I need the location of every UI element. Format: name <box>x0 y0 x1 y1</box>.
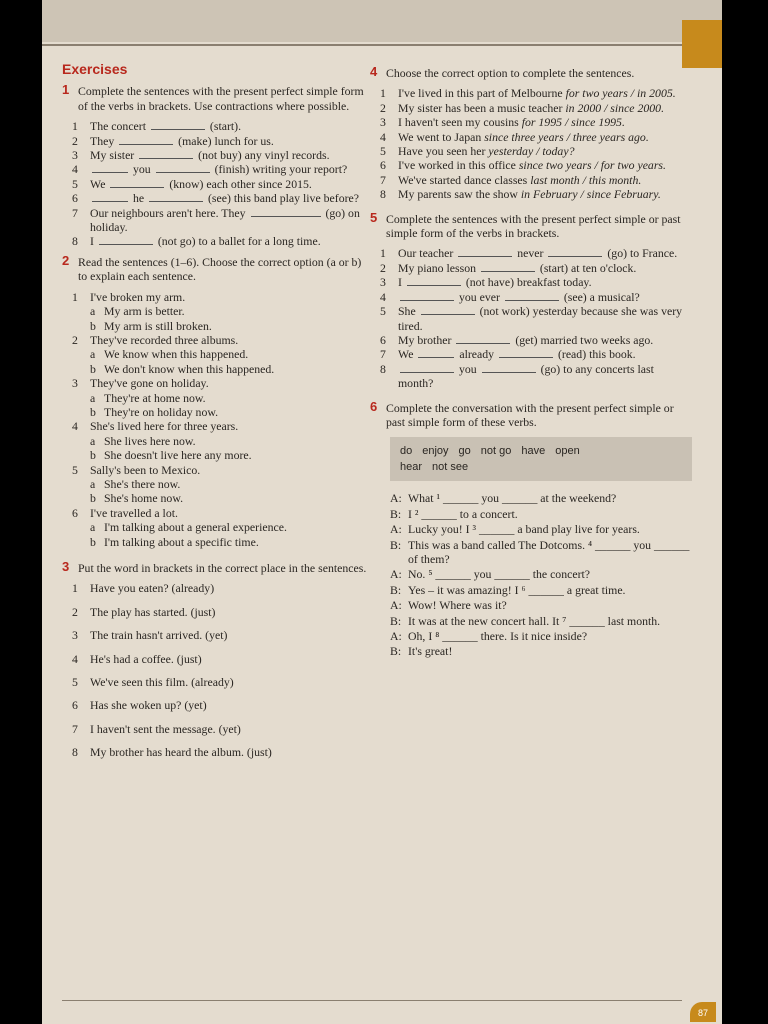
option-b: b My arm is still broken. <box>90 318 212 333</box>
option-a: a We know when this happened. <box>90 347 249 362</box>
exercise-instruction: Complete the sentences with the present perfect simple form of the verbs in brackets. Use contractions where possible. <box>78 84 364 113</box>
exercise-6-heading <box>370 398 692 430</box>
exercise-number: 1 <box>62 82 70 98</box>
dialogue-line: A: What ¹ ______ you ______ at the weekend? <box>390 491 617 506</box>
list-item: 4 We went to Japan since three years / three years ago. <box>380 129 649 144</box>
exercise-instruction: Read the sentences (1–6). Choose the correct option (a or b) to explain each sentence. <box>78 254 362 284</box>
list-item: 7 I haven't sent the message. (yet) <box>72 721 241 736</box>
right-column <box>370 62 692 660</box>
list-item: 7 We already (read) this book. <box>380 347 636 362</box>
exercise-number: 4 <box>370 64 378 79</box>
list-item: 5 Sally's been to Mexico. <box>72 462 201 477</box>
exercise-number: 6 <box>370 398 378 414</box>
list-item: 2 They've recorded three albums. <box>72 332 239 347</box>
list-item: 6 Has she woken up? (yet) <box>72 698 207 713</box>
dialogue-line: A: Oh, I ⁸ ______ there. Is it nice inside? <box>390 629 588 643</box>
list-item: 8 you (go) to any concerts last month? <box>380 361 654 391</box>
list-item: 4 you (finish) writing your report? <box>72 162 348 177</box>
list-item: 5 She (not work) yesterday because she was very tired. <box>380 304 683 333</box>
option-a: a They're at home now. <box>90 390 206 405</box>
list-item: 2 The play has started. (just) <box>72 604 216 619</box>
dialogue-line: A: No. ⁵ ______ you ______ the concert? <box>390 567 591 582</box>
list-item: 7 We've started dance classes last month / this month. <box>380 172 642 187</box>
exercise-5-heading <box>370 209 692 241</box>
dialogue-line: A: Lucky you! I ³ ______ a band play live for years. <box>390 522 640 537</box>
list-item: 2 They (make) lunch for us. <box>72 133 274 148</box>
dialogue-line: B: Yes – it was amazing! I ⁶ ______ a great time. <box>390 582 626 597</box>
option-b: b They're on holiday now. <box>90 404 219 419</box>
exercise-3-items <box>62 581 368 759</box>
option-b: b She's home now. <box>90 491 184 506</box>
exercise-instruction: Choose the correct option to complete the sentences. <box>386 66 635 80</box>
top-band <box>42 0 722 42</box>
option-a: a My arm is better. <box>90 304 185 319</box>
exercise-5-items <box>370 246 692 390</box>
list-item: 3 I haven't seen my cousins for 1995 / since 1995. <box>380 115 625 130</box>
list-item: 4 She's lived here for three years. <box>72 419 239 434</box>
list-item: 1 I've broken my arm. <box>72 289 186 304</box>
list-item: 7 Our neighbours aren't here. They (go) on holiday. <box>72 205 360 235</box>
textbook-page <box>42 0 722 1024</box>
list-item: 4 you ever (see) a musical? <box>380 289 640 304</box>
exercise-2-heading <box>62 252 368 284</box>
list-item: 1 The concert (start). <box>72 119 242 134</box>
exercises-title: Exercises <box>62 61 128 77</box>
list-item: 8 I (not go) to a ballet for a long time. <box>72 234 321 249</box>
list-item: 6 I've travelled a lot. <box>72 505 178 520</box>
exercise-number: 2 <box>62 252 70 268</box>
top-divider <box>42 44 722 46</box>
exercise-2-items <box>62 290 368 549</box>
exercise-4-heading <box>370 66 692 80</box>
exercise-instruction: Put the word in brackets in the correct place in the sentences. <box>78 561 367 575</box>
list-item: 5 We (know) each other since 2015. <box>72 176 312 191</box>
list-item: 2 My piano lesson (start) at ten o'clock. <box>380 260 637 275</box>
list-item: 3 I (not have) breakfast today. <box>380 275 592 290</box>
page-tab <box>682 20 722 68</box>
dialogue-line: B: I ² ______ to a concert. <box>390 506 518 521</box>
list-item: 5 Have you seen her yesterday / today? <box>380 144 575 159</box>
option-a: a I'm talking about a general experience. <box>90 520 287 535</box>
list-item: 6 he (see) this band play live before? <box>72 191 360 206</box>
list-item: 3 The train hasn't arrived. (yet) <box>72 628 228 643</box>
dialogue-line: B: This was a band called The Dotcoms. ⁴ ______ you ______ of them? <box>390 537 690 566</box>
list-item: 3 My sister (not buy) any vinyl records. <box>72 148 330 163</box>
option-b: b I'm talking about a specific time. <box>90 534 259 549</box>
list-item: 6 My brother (get) married two weeks ago. <box>380 332 654 347</box>
exercise-1-heading <box>62 84 368 113</box>
list-item: 8 My parents saw the show in February / since February. <box>380 187 661 202</box>
exercise-instruction: Complete the conversation with the present perfect simple or past simple form of these verbs. <box>386 400 674 429</box>
list-item: 2 My sister has been a music teacher in 2000 / since 2000. <box>380 100 665 115</box>
list-item: 5 We've seen this film. (already) <box>72 675 234 690</box>
exercise-1-items <box>62 119 368 249</box>
exercise-number: 3 <box>62 559 70 574</box>
exercise-4-items <box>370 86 692 201</box>
page-number: 87 <box>690 1002 716 1022</box>
exercise-instruction: Complete the sentences with the present perfect simple or past simple form of the verbs in brackets. <box>386 211 681 241</box>
list-item: 1 I've lived in this part of Melbourne for two years / in 2005. <box>380 86 676 101</box>
option-a: a She's there now. <box>90 476 181 491</box>
list-item: 4 He's had a coffee. (just) <box>72 651 202 666</box>
list-item: 1 Have you eaten? (already) <box>72 581 215 596</box>
exercise-number: 5 <box>370 209 378 225</box>
list-item: 6 I've worked in this office since two years / for two years. <box>380 158 666 173</box>
dialogue-line: B: It's great! <box>390 644 453 659</box>
bottom-divider <box>62 1000 682 1001</box>
list-item: 3 They've gone on holiday. <box>72 376 209 391</box>
dialogue-line: B: It was at the new concert hall. It ⁷ ______ last month. <box>390 613 661 628</box>
list-item: 8 My brother has heard the album. (just) <box>72 745 272 760</box>
left-column <box>62 62 368 769</box>
option-a: a She lives here now. <box>90 433 196 448</box>
dialogue-line: A: Wow! Where was it? <box>390 598 507 613</box>
list-item: 1 Our teacher never (go) to France. <box>380 246 678 261</box>
conversation <box>370 491 692 658</box>
option-b: b She doesn't live here any more. <box>90 448 252 463</box>
exercise-3-heading <box>62 561 368 575</box>
option-b: b We don't know when this happened. <box>90 361 275 376</box>
verb-box: do enjoy go not go have open hear not see <box>390 437 692 481</box>
